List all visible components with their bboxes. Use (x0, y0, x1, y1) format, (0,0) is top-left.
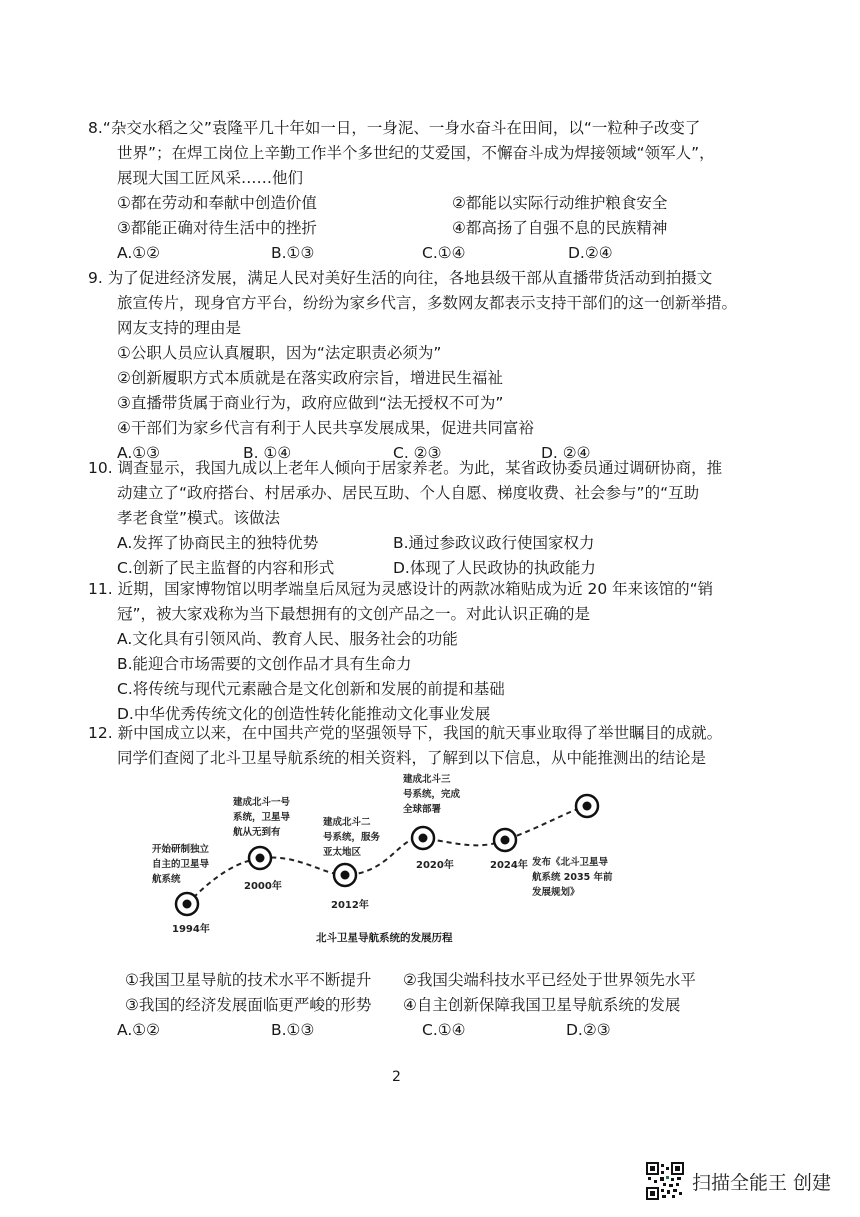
choice-d[interactable]: D.②④ (568, 244, 613, 262)
statement: ①公职人员应认真履职，因为“法定职责必须为” (117, 344, 442, 362)
choice-a[interactable]: A.①② (117, 244, 161, 262)
timeline-label: 全球部署 (403, 804, 442, 815)
choice-c[interactable]: C.创新了民主监督的内容和形式 (117, 559, 335, 577)
timeline-label: 发布《北斗卫星导 (532, 857, 609, 868)
timeline-label: 航从无到有 (233, 827, 281, 838)
question-8-line: 8.“杂交水稻之父”袁隆平几十年如一日，一身泥、一身水奋斗在田间，以“一粒种子改变了 (88, 119, 701, 137)
question-8-line: 展现大国工匠风采……他们 (117, 169, 304, 187)
timeline-label: 号系统，服务 (323, 832, 381, 843)
timeline-marker-future (576, 795, 598, 817)
timeline-label: 发展规划》 (532, 887, 580, 898)
question-11 (88, 577, 728, 727)
question-8 (88, 116, 728, 266)
question-8-line: 世界”；在焊工岗位上辛勤工作半个多世纪的艾爱国，不懈奋斗成为焊接领域“领军人”， (117, 144, 715, 162)
question-9 (88, 266, 738, 466)
choice-b[interactable]: B.①③ (271, 244, 315, 262)
watermark-text: 扫描全能王 创建 (692, 1171, 832, 1194)
question-12-options (88, 968, 728, 1043)
statement: ②都能以实际行动维护粮食安全 (452, 194, 668, 212)
question-10-line: 动建立了“政府搭台、村居承办、居民互助、个人自愿、梯度收费、社会参与”的“互助 (117, 484, 700, 502)
question-12-line: 12. 新中国成立以来，在中国共产党的坚强领导下，我国的航天事业取得了举世瞩目的成就。 (88, 724, 723, 742)
choice-a[interactable]: A.①③ (117, 444, 161, 462)
choice-d[interactable]: D.体现了人民政协的执政能力 (393, 559, 596, 577)
question-9-line: 9. 为了促进经济发展，满足人民对美好生活的向往，各地县级干部从直播带货活动到拍摄文 (88, 269, 713, 287)
statement: ①都在劳动和奉献中创造价值 (117, 194, 317, 212)
question-10-line: 10. 调查显示，我国九成以上老年人倾向于居家养老。为此，某省政协委员通过调研协商，推 (88, 459, 723, 477)
timeline-year: 2020年 (416, 860, 454, 871)
beidou-timeline-figure (140, 770, 620, 950)
page-number: 2 (392, 1069, 401, 1085)
timeline-marker-2012 (334, 864, 356, 886)
statement: ③我国的经济发展面临更严峻的形势 (125, 996, 372, 1014)
timeline-label: 自主的卫星导 (152, 859, 210, 870)
statement-row (88, 216, 728, 241)
timeline-label: 系统，卫星导 (233, 812, 291, 823)
timeline-marker-1994 (176, 893, 198, 915)
question-11-line: 11. 近期，国家博物馆以明孝端皇后凤冠为灵感设计的两款冰箱贴成为近 20 年来该馆的“销 (88, 580, 714, 598)
choice-d[interactable]: D.②③ (566, 1021, 611, 1039)
statement-row (88, 968, 728, 993)
question-12-line: 同学们查阅了北斗卫星导航系统的相关资料，了解到以下信息，从中能推测出的结论是 (117, 749, 707, 767)
timeline-label: 亚太地区 (323, 847, 362, 858)
choice-row (88, 531, 728, 556)
timeline-label: 建成北斗三 (403, 774, 451, 785)
question-11-line: 冠”，被大家戏称为当下最想拥有的文创产品之一。对此认识正确的是 (117, 605, 591, 623)
question-10 (88, 456, 728, 581)
statement: ③直播带货属于商业行为，政府应做到“法无授权不可为” (117, 394, 504, 412)
statement: ④都高扬了自强不息的民族精神 (452, 219, 668, 237)
statement: ④自主创新保障我国卫星导航系统的发展 (403, 996, 681, 1014)
timeline-marker-2020 (412, 827, 434, 849)
scanner-watermark (646, 1162, 831, 1200)
choice-b[interactable]: B.①③ (271, 1021, 315, 1039)
question-12 (88, 721, 728, 771)
question-9-line: 网友支持的理由是 (117, 319, 242, 337)
timeline-label: 号系统，完成 (403, 789, 461, 800)
choice-c[interactable]: C.①④ (422, 1021, 466, 1039)
statement-row (88, 191, 728, 216)
statement: ④干部们为家乡代言有利于人民共享发展成果，促进共同富裕 (117, 419, 534, 437)
timeline-label: 开始研制独立 (152, 844, 210, 855)
timeline-year: 2012年 (331, 900, 369, 911)
timeline-label: 建成北斗一号 (233, 797, 291, 808)
choice-c[interactable]: C.①④ (422, 244, 466, 262)
choice-b[interactable]: B.通过参政议政行使国家权力 (393, 534, 595, 552)
qr-code-icon (646, 1162, 684, 1200)
choice-d[interactable]: D.中华优秀传统文化的创造性转化能推动文化事业发展 (117, 705, 491, 723)
figure-caption: 北斗卫星导航系统的发展历程 (316, 932, 453, 944)
question-9-line: 旅宣传片，现身官方平台，纷纷为家乡代言，多数网友都表示支持干部们的这一创新举措。 (117, 294, 738, 312)
timeline-label: 建成北斗二 (323, 817, 371, 828)
choice-a[interactable]: A.发挥了协商民主的独特优势 (117, 534, 319, 552)
choice-b[interactable]: B. ①④ (243, 444, 292, 462)
choice-a[interactable]: A.文化具有引领风尚、教育人民、服务社会的功能 (117, 630, 458, 648)
question-10-line: 孝老食堂”模式。该做法 (117, 509, 281, 527)
choice-c[interactable]: C.将传统与现代元素融合是文化创新和发展的前提和基础 (117, 680, 505, 698)
timeline-year: 2024年 (490, 860, 528, 871)
statement: ③都能正确对待生活中的挫折 (117, 219, 317, 237)
statement: ①我国卫星导航的技术水平不断提升 (125, 971, 372, 989)
timeline-year: 1994年 (172, 924, 210, 935)
choice-row (88, 1018, 728, 1043)
timeline-marker-2024 (494, 829, 516, 851)
statement-row (88, 993, 728, 1018)
timeline-label: 航系统 2035 年前 (532, 872, 613, 883)
choice-c[interactable]: C. ②③ (393, 444, 442, 462)
timeline-marker-2000 (249, 847, 271, 869)
choice-a[interactable]: A.①② (117, 1021, 161, 1039)
choice-row (88, 241, 728, 266)
timeline-year: 2000年 (244, 881, 282, 892)
timeline-label: 航系统 (152, 874, 181, 885)
choice-b[interactable]: B.能迎合市场需要的文创作品才具有生命力 (117, 655, 412, 673)
choice-d[interactable]: D. ②④ (541, 444, 591, 462)
statement: ②我国尖端科技水平已经处于世界领先水平 (403, 971, 696, 989)
statement: ②创新履职方式本质就是在落实政府宗旨，增进民生福祉 (117, 369, 503, 387)
